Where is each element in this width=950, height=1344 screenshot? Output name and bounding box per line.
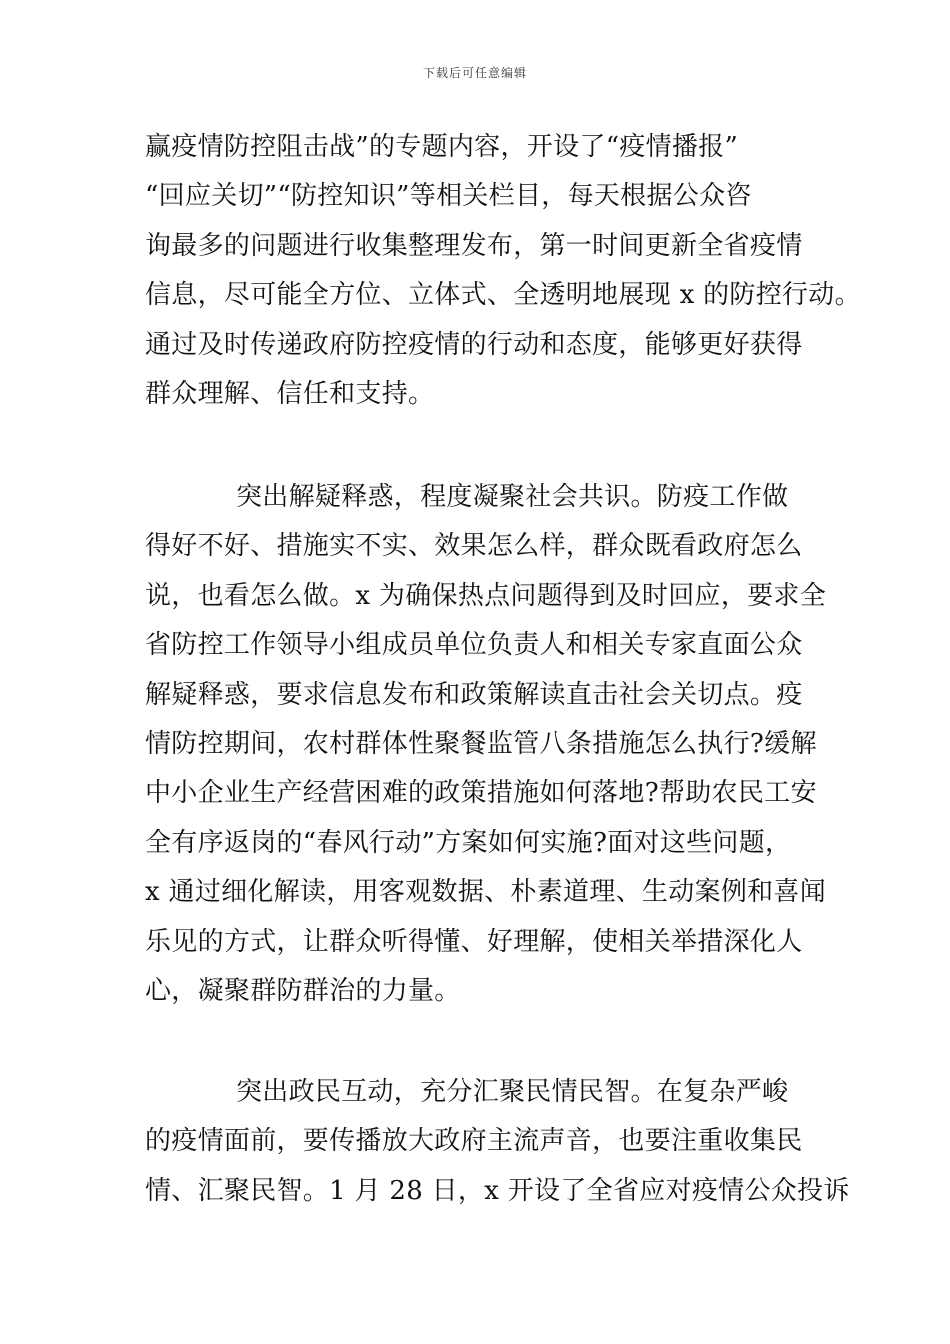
text-line: x 通过细化解读，用客观数据、朴素道理、生动案例和喜闻 <box>145 877 827 908</box>
text-line: 心，凝聚群防群治的力量。 <box>145 975 461 1006</box>
text-line: 的疫情面前，要传播放大政府主流声音，也要注重收集民 <box>145 1126 803 1157</box>
paragraph-1 <box>145 123 861 419</box>
text-line: 通过及时传递政府防控疫情的行动和态度，能够更好获得 <box>145 329 803 360</box>
text-line-indented: 突出解疑释惑，程度凝聚社会共识。防疫工作做 <box>236 482 789 512</box>
text-line: 说，也看怎么做。x 为确保热点问题得到及时回应，要求全 <box>145 580 827 611</box>
text-line: 省防控工作领导小组成员单位负责人和相关专家直面公众 <box>145 630 803 661</box>
text-line: 中小企业生产经营困难的政策措施如何落地?帮助农民工安 <box>145 778 817 809</box>
text-line: 情、汇聚民智。1 月 28 日，x 开设了全省应对疫情公众投诉 <box>145 1175 850 1206</box>
text-line: 信息，尽可能全方位、立体式、全透明地展现 x 的防控行动。 <box>145 280 861 311</box>
text-line: 解疑释惑，要求信息发布和政策解读直击社会关切点。疫 <box>145 679 803 710</box>
text-line: 得好不好、措施实不实、效果怎么样，群众既看政府怎么 <box>145 531 803 562</box>
text-line: “回应关切”“防控知识”等相关栏目，每天根据公众咨 <box>145 181 752 212</box>
paragraph-2 <box>145 473 825 1016</box>
text-line: 赢疫情防控阻击战”的专题内容，开设了“疫情播报” <box>145 132 739 162</box>
text-line: 乐见的方式，让群众听得懂、好理解，使相关举措深化人 <box>145 926 803 957</box>
text-line-indented: 突出政民互动，充分汇聚民情民智。在复杂严峻 <box>236 1077 789 1107</box>
paragraph-3 <box>145 1068 850 1216</box>
text-line: 询最多的问题进行收集整理发布，第一时间更新全省疫情 <box>145 230 803 261</box>
page-header: 下载后可任意编辑 <box>422 66 527 80</box>
text-line: 全有序返岗的“春风行动”方案如何实施?面对这些问题， <box>145 827 792 858</box>
text-line: 情防控期间，农村群体性聚餐监管八条措施怎么执行?缓解 <box>145 728 817 759</box>
text-line: 群众理解、信任和支持。 <box>145 378 435 409</box>
